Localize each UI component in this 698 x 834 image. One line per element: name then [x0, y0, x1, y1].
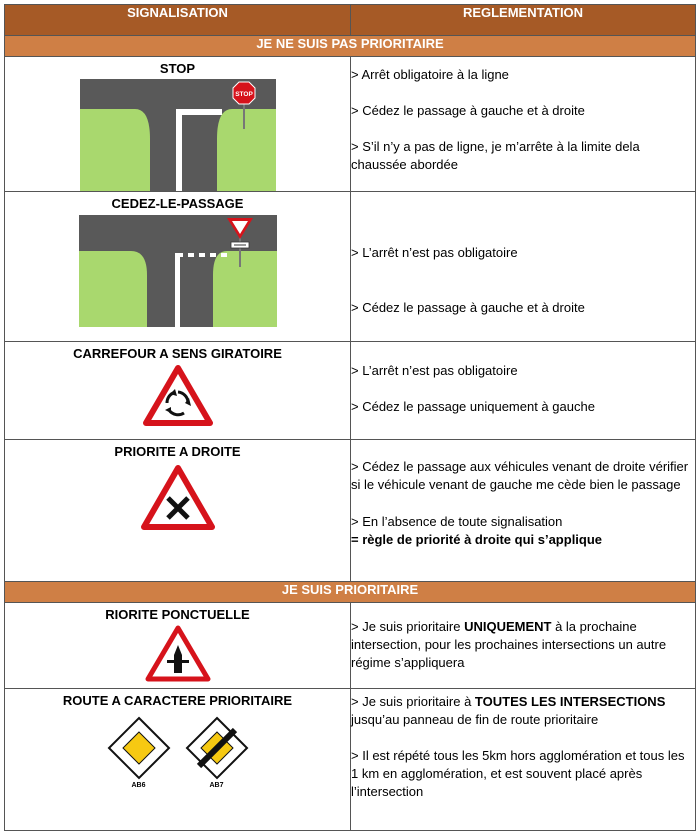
giratoire-rule-2: > Cédez le passage uniquement à gauche — [351, 399, 595, 414]
stop-rule-3: > S’il n’y a pas de ligne, je m’arrête à la limite dela chaussée abordée — [351, 139, 640, 172]
header-reglementation: REGLEMENTATION — [351, 5, 696, 36]
priorite-droite-rule-2: > En l’absence de toute signalisation — [351, 514, 563, 529]
row-route-prioritaire — [5, 689, 696, 831]
ponctuelle-rule-post: à la prochaine intersection, pour les prochaines intersections un autre régime s’appliquera — [351, 619, 667, 670]
stop-intersection-illustration — [80, 79, 276, 191]
row-stop — [5, 57, 696, 192]
cell-ponctuelle-rules — [351, 603, 696, 689]
stop-rule-1: > Arrêt obligatoire à la ligne — [351, 67, 509, 82]
cell-giratoire-sign — [5, 342, 351, 440]
ponctuelle-rule — [351, 618, 695, 672]
priority-road-sign-ab6-icon — [107, 716, 171, 780]
header-signalisation: SIGNALISATION — [5, 5, 351, 36]
end-priority-road-sign-ab7-icon — [185, 716, 249, 780]
route-rule-1-post: jusqu’au panneau de fin de route prioritaire — [351, 712, 599, 727]
giratoire-rule-1: > L’arrêt n’est pas obligatoire — [351, 363, 518, 378]
sign-labels — [5, 782, 350, 789]
row-priorite-droite — [5, 440, 696, 582]
sign-label-ab7: AB7 — [209, 782, 224, 789]
giratoire-title: CARREFOUR A SENS GIRATOIRE — [73, 346, 282, 361]
route-prioritaire-rule-1 — [351, 693, 695, 729]
cell-cedez-sign — [5, 192, 351, 342]
regulation-table — [4, 4, 696, 831]
cell-giratoire-rules — [351, 342, 696, 440]
ponctuelle-rule-bold: UNIQUEMENT — [464, 619, 552, 634]
cedez-rule-1: > L’arrêt n’est pas obligatoire — [351, 245, 518, 260]
section-non-prioritaire: JE NE SUIS PAS PRIORITAIRE — [5, 36, 696, 57]
row-ponctuelle — [5, 603, 696, 689]
intersection-cross-warning-sign-icon — [141, 465, 215, 531]
stop-sign-text: STOP — [234, 91, 253, 98]
cedez-rule-2: > Cédez le passage à gauche et à droite — [351, 300, 585, 315]
cedez-intersection-illustration — [79, 215, 277, 327]
section-row-non-prioritaire — [5, 36, 696, 57]
roundabout-warning-sign-icon — [143, 365, 213, 427]
route-rule-1-bold: TOUTES LES INTERSECTIONS — [474, 694, 666, 709]
cell-priorite-droite-rules — [351, 440, 696, 582]
cell-cedez-rules — [351, 192, 696, 342]
ponctuelle-rule-pre: > Je suis prioritaire — [351, 619, 465, 634]
priorite-droite-rule-2-bold: = règle de priorité à droite qui s’applique — [351, 532, 603, 547]
section-row-prioritaire — [5, 582, 696, 603]
cedez-title: CEDEZ-LE-PASSAGE — [111, 196, 244, 211]
priorite-droite-title: PRIORITE A DROITE — [114, 444, 241, 459]
stop-rule-2: > Cédez le passage à gauche et à droite — [351, 103, 585, 118]
route-prioritaire-rule-2: > Il est répété tous les 5km hors agglomération et tous les 1 km en agglomération, et est souvent placé après l’intersection — [351, 748, 685, 799]
section-prioritaire: JE SUIS PRIORITAIRE — [5, 582, 696, 603]
cell-stop-rules — [351, 57, 696, 192]
header-row — [5, 5, 696, 36]
sign-label-ab6: AB6 — [131, 782, 146, 789]
cell-stop-sign — [5, 57, 351, 192]
row-cedez — [5, 192, 696, 342]
route-prioritaire-title: ROUTE A CARACTERE PRIORITAIRE — [62, 693, 293, 708]
row-giratoire — [5, 342, 696, 440]
priority-road-ahead-sign-icon — [145, 625, 211, 683]
ponctuelle-title: RIORITE PONCTUELLE — [105, 607, 250, 622]
stop-title: STOP — [159, 61, 196, 76]
cell-route-prioritaire-rules — [351, 689, 696, 831]
priorite-droite-rule-1: > Cédez le passage aux véhicules venant de droite vérifier si le véhicule venant de gauche me cède bien le passage — [351, 459, 689, 492]
cell-ponctuelle-sign — [5, 603, 351, 689]
route-rule-1-pre: > Je suis prioritaire à — [351, 694, 475, 709]
cell-priorite-droite-sign — [5, 440, 351, 582]
cell-route-prioritaire-sign — [5, 689, 351, 831]
priority-road-signs — [5, 716, 350, 780]
